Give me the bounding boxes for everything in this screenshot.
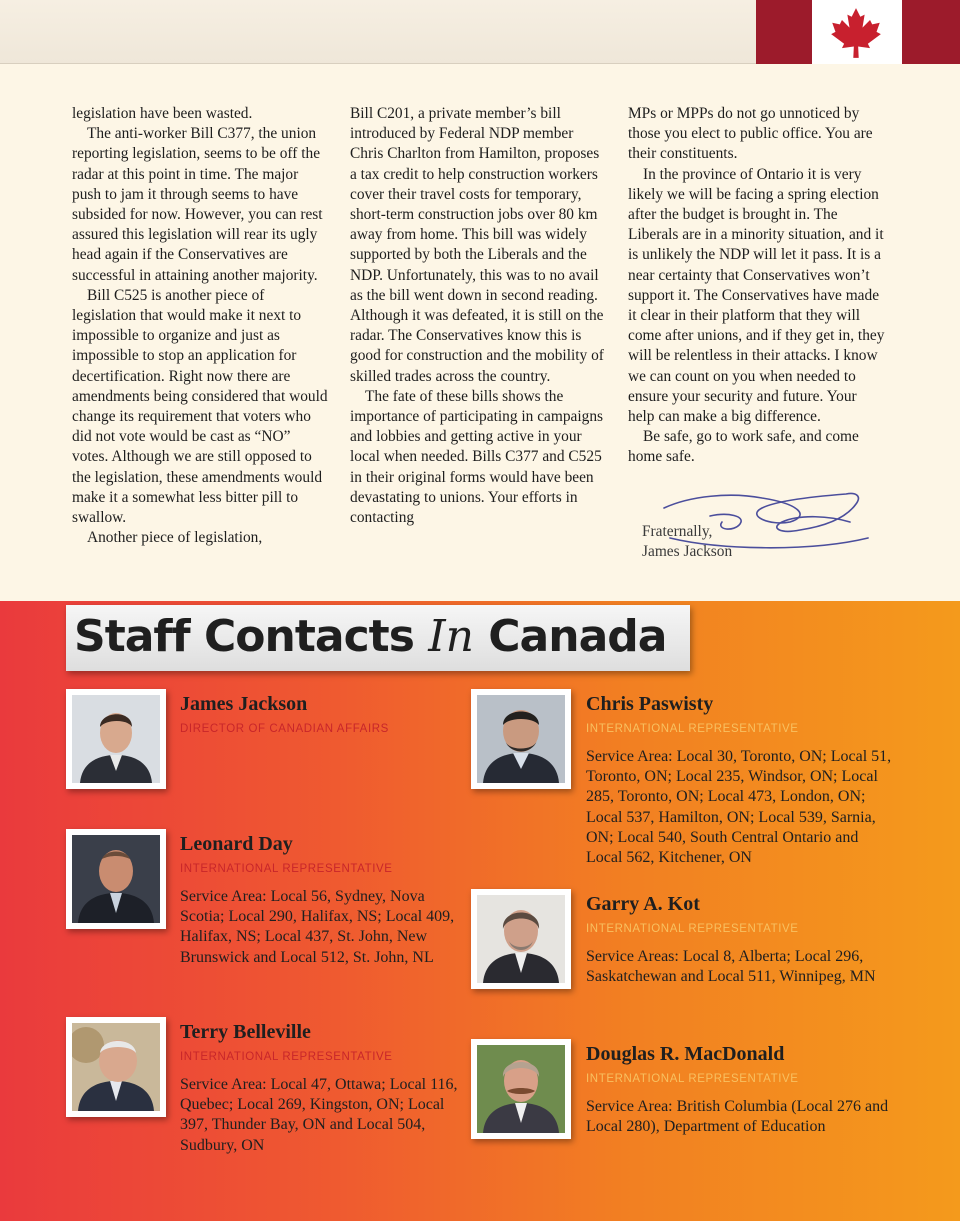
contact-service-area: Service Area: Local 47, Ottawa; Local 116, Quebec; Local 269, Kingston, ON; Local 397, Thunder Bay, ON and Local 504, Sudbury, ON (180, 1076, 458, 1154)
staff-contacts-section (0, 601, 960, 1221)
contact-photo (471, 1039, 571, 1139)
contact-name: James Jackson (180, 693, 308, 715)
contact-name: Garry A. Kot (586, 893, 700, 915)
contact-photo (471, 689, 571, 789)
paragraph: The fate of these bills shows the importance of participating in campaigns and lobbies and getting active in your local when needed. Bills C377 and C525 in their original forms would have been devastating to unions. Your efforts in contacting (350, 387, 604, 527)
contact-name: Douglas R. MacDonald (586, 1043, 785, 1065)
paragraph: The anti-worker Bill C377, the union reporting legislation, seems to be off the radar at this point in time. The major push to jam it through seems to have subsided for now. However, you can rest assured this legislation will rear its ugly head again if the Conservatives are successful in attaining another majority. (72, 125, 323, 284)
letter-column-1 (72, 104, 330, 548)
contact-card (66, 1017, 466, 1167)
contact-title: DIRECTOR OF CANADIAN AFFAIRS (180, 723, 389, 735)
contact-card (471, 889, 901, 999)
contact-title: INTERNATIONAL REPRESENTATIVE (586, 1073, 799, 1085)
contact-title: INTERNATIONAL REPRESENTATIVE (586, 723, 799, 735)
portrait-icon (477, 695, 565, 783)
staff-title-box (66, 605, 690, 671)
contact-name: Terry Belleville (180, 1021, 311, 1043)
contact-photo (66, 689, 166, 789)
portrait-icon (72, 695, 160, 783)
contact-card (471, 689, 901, 869)
portrait-icon (477, 895, 565, 983)
portrait-icon (72, 1023, 160, 1111)
contact-service-area: Service Areas: Local 8, Alberta; Local 296, Saskatchewan and Local 511, Winnipeg, MN (586, 948, 876, 986)
paragraph: Be safe, go to work safe, and come home safe. (628, 428, 859, 466)
signoff (642, 486, 872, 576)
paragraph: Bill C201, a private member’s bill introduced by Federal NDP member Chris Charlton from Hamilton, proposes a tax credit to help construction workers cover their travel costs for temporary, short-term construction jobs over 80 km away from home. This bill was widely supported by both the Liberals and the NDP. Unfortunately, this was to no avail as the bill went down in second reading. Although it was defeated, it is still on the radar. The Conservatives know this is good for construction and the mobility of skilled trades across the country. (350, 105, 604, 385)
contact-name: Leonard Day (180, 833, 293, 855)
portrait-icon (72, 835, 160, 923)
paragraph: MPs or MPPs do not go unnoticed by those you elect to public office. You are their constituents. (628, 105, 873, 163)
title-part-2: Canada (473, 611, 667, 662)
letter-column-2 (350, 104, 608, 528)
paragraph: Another piece of legislation, (87, 529, 263, 547)
flag-red-bar-right (902, 0, 960, 64)
paragraph: legislation have been wasted. (72, 105, 253, 122)
contact-photo (471, 889, 571, 989)
contact-title: INTERNATIONAL REPRESENTATIVE (180, 1051, 393, 1063)
closing-block (642, 522, 732, 562)
contact-name: Chris Paswisty (586, 693, 714, 715)
closing-text: Fraternally, (642, 523, 713, 540)
title-part-1: Staff Contacts (74, 611, 429, 662)
signer-name: James Jackson (642, 543, 733, 560)
maple-leaf-icon (828, 6, 884, 60)
section-title (74, 609, 666, 665)
contact-title: INTERNATIONAL REPRESENTATIVE (180, 863, 393, 875)
contact-card (66, 689, 426, 799)
contact-photo (66, 1017, 166, 1117)
contact-service-area: Service Area: British Columbia (Local 276 and Local 280), Department of Education (586, 1098, 889, 1136)
title-in: In (428, 611, 474, 662)
contact-card (471, 1039, 901, 1149)
contact-service-area: Service Area: Local 30, Toronto, ON; Local 51, Toronto, ON; Local 235, Windsor, ON; Local 285, Toronto, ON; Local 473, London, ON; Local 537, Hamilton, ON; Local 539, Sarnia, ON; Local 540, South Central Ontario and Local 562, Kitchener, ON (586, 748, 892, 867)
contact-title: INTERNATIONAL REPRESENTATIVE (586, 923, 799, 935)
portrait-icon (477, 1045, 565, 1133)
paragraph: Bill C525 is another piece of legislation that would make it next to impossible to organize and just as impossible to stop an application for decertification. Right now there are amendments being considered that would change its requirement that voters who did not vote would be cast as “NO” votes. Although we are still opposed to the legislation, these amendments would make it a somewhat less bitter pill to swallow. (72, 286, 328, 527)
letter-column-3 (628, 104, 886, 468)
flag-red-bar-left (756, 0, 812, 64)
contact-service-area: Service Area: Local 56, Sydney, Nova Scotia; Local 290, Halifax, NS; Local 409, Halifax, NS; Local 437, St. John, New Brunswick and Local 512, St. John, NL (180, 888, 455, 966)
paragraph: In the province of Ontario it is very likely we will be facing a spring election after the budget is brought in. The Liberals are in a minority situation, and it is unlikely the NDP will let it pass. It is a near certainty that Conservatives won’t support it. The Conservatives have made it clear in their platform that they will come after unions, and if they get in, they will be relentless in their attacks. I know we can count on you when needed to ensure your security and future. Your help can make a big difference. (628, 165, 885, 426)
contact-card (66, 829, 466, 979)
canada-flag (756, 0, 960, 64)
contact-photo (66, 829, 166, 929)
